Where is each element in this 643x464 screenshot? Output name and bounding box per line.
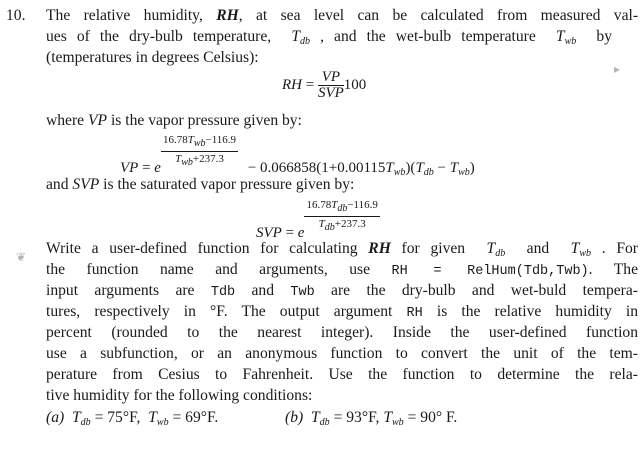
vp-exponent: $\frac{16.78T_{wb}-116.9}{T_{wb}+237.3}$ xyxy=(162,134,237,168)
rh-fraction: $\frac{VP}{\text{SVP}}$ xyxy=(317,69,344,101)
body-line-7: perature from Cesius to Fahrenheit. Use the function to determine the rela- xyxy=(46,366,638,383)
case-a: (a) $T_{db} = 75^\circ F$, $T_{wb} = 69^\circ F$. xyxy=(46,409,219,428)
body-line-1: Write a user-defined function for calculating RH for given $T_{db}$ and $T_{wb}$ . For xyxy=(46,240,639,259)
body-line-6: use a subfunction, or an anonymous function to convert the unit of the tem- xyxy=(46,345,638,362)
and-svp-line: and SVP is the saturated vapor pressure given by: xyxy=(46,176,355,193)
equation-rh: RH = $\frac{VP}{\text{SVP}}$ 100 xyxy=(282,69,367,101)
body-line-8: tive humidity for the following conditions: xyxy=(46,387,313,404)
scan-speck: ▸ xyxy=(614,62,621,76)
equation-vp: VP = e $\frac{16.78T_{wb}-116.9}{T_{wb}+237.3}$ − $0.066858(1+0.00115T_{wb})(T_{db} - T_{wb})$ xyxy=(120,134,475,178)
where-vp-line: where VP is the vapor pressure given by: xyxy=(46,112,302,129)
body-line-2: the function name and arguments, use RH = RelHum(Tdb,Twb). The xyxy=(46,261,638,279)
case-b: (b) $T_{db} = 93^\circ F$, $T_{wb} = 90^\circ$ F. xyxy=(285,409,458,428)
problem-number: 10. xyxy=(6,7,26,24)
intro-line-3: (temperatures in degrees Celsius): xyxy=(46,49,259,66)
body-line-3: input arguments are Tdb and Twb are the dry-bulb and wet-buld tempera- xyxy=(46,282,638,300)
intro-line-1: The relative humidity, RH, at sea level can be calculated from measured val- xyxy=(46,7,639,24)
scan-speck-margin: ❦ xyxy=(16,250,27,264)
equation-svp: SVP = e $\frac{16.78T_{db}-116.9}{T_{db}+237.3}$ xyxy=(256,199,378,241)
intro-line-2: ues of the dry-bulb temperature, $T_{db}$ , and the wet-bulb temperature $T_{wb}$ by xyxy=(46,28,612,47)
svp-exponent: $\frac{16.78T_{db}-116.9}{T_{db}+237.3}$ xyxy=(306,199,378,233)
body-line-4: tures, respectively in °F. The output argument RH is the relative humidity in xyxy=(46,303,638,321)
body-line-5: percent (rounded to the nearest integer). Inside the user-defined function xyxy=(46,324,638,341)
